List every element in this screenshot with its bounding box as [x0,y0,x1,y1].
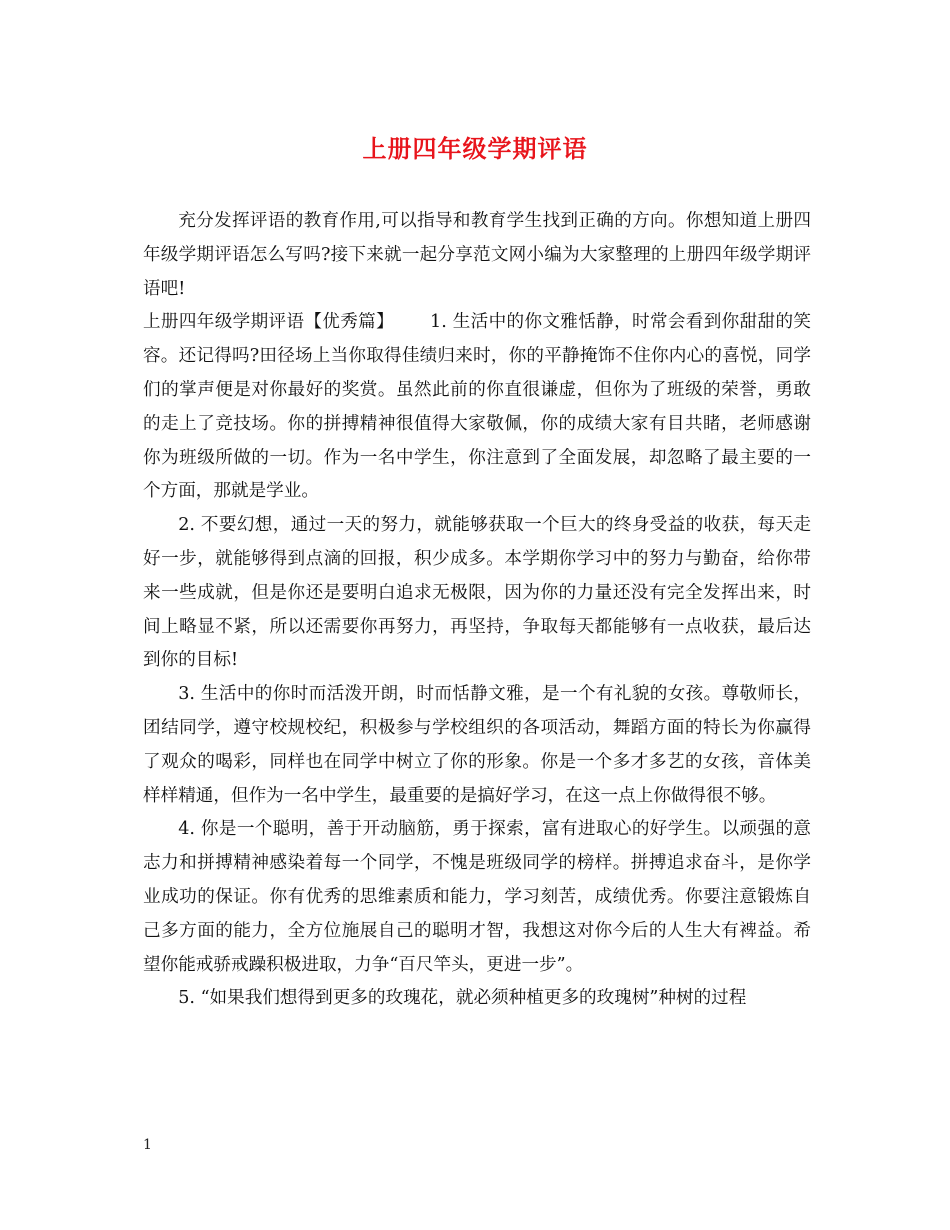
paragraph-4: 4. 你是一个聪明，善于开动脑筋，勇于探索，富有进取心的好学生。以顽强的意志力和拼搏精神感染着每一个同学，不愧是班级同学的榜样。拼搏追求奋斗，是你学业成功的保证。你有优秀的思维素质和能力，学习刻苦，成绩优秀。你要注意锻炼自己多方面的能力，全方位施展自己的聪明才智，我想这对你今后的人生大有裨益。希望你能戒骄戒躁积极进取，力争“百尺竿头，更进一步”。 [143,819,811,975]
paragraph-2: 2. 不要幻想，通过一天的努力，就能够获取一个巨大的终身受益的收获，每天走好一步，就能够得到点滴的回报，积少成多。本学期你学习中的努力与勤奋，给你带来一些成就，但是你还是要明白追求无极限，因为你的力量还没有完全发挥出来，时间上略显不紧，所以还需要你再努力，再坚持，争取每天都能够有一点收获，最后达到你的目标! [143,515,811,671]
document-body [143,205,811,1016]
section-paragraph-1 [143,306,811,509]
page-number: 1 [143,1137,152,1153]
paragraph-1: 1. 生活中的你文雅恬静，时常会看到你甜甜的笑容。还记得吗?田径场上当你取得佳绩归来时，你的平静掩饰不住你内心的喜悦，同学们的掌声便是对你最好的奖赏。虽然此前的你直很谦虚，但你为了班级的荣誉，勇敢的走上了竞技场。你的拼搏精神很值得大家敬佩，你的成绩大家有目共睹，老师感谢你为班级所做的一切。作为一名中学生，你注意到了全面发展，却忽略了最主要的一个方面，那就是学业。 [143,312,811,502]
intro-paragraph: 充分发挥评语的教育作用,可以指导和教育学生找到正确的方向。你想知道上册四年级学期评语怎么写吗?接下来就一起分享范文网小编为大家整理的上册四年级学期评语吧! [143,211,811,299]
section-heading: 上册四年级学期评语【优秀篇】 [143,312,395,333]
paragraph-3: 3. 生活中的你时而活泼开朗，时而恬静文雅，是一个有礼貌的女孩。尊敬师长，团结同学，遵守校规校纪，积极参与学校组织的各项活动，舞蹈方面的特长为你赢得了观众的喝彩，同样也在同学中树立了你的形象。你是一个多才多艺的女孩，音体美样样精通，但作为一名中学生，最重要的是搞好学习，在这一点上你做得很不够。 [143,684,811,806]
document-title: 上册四年级学期评语 [362,134,588,163]
paragraph-5: 5. “如果我们想得到更多的玫瑰花，就必须种植更多的玫瑰树”种树的过程 [178,988,747,1009]
